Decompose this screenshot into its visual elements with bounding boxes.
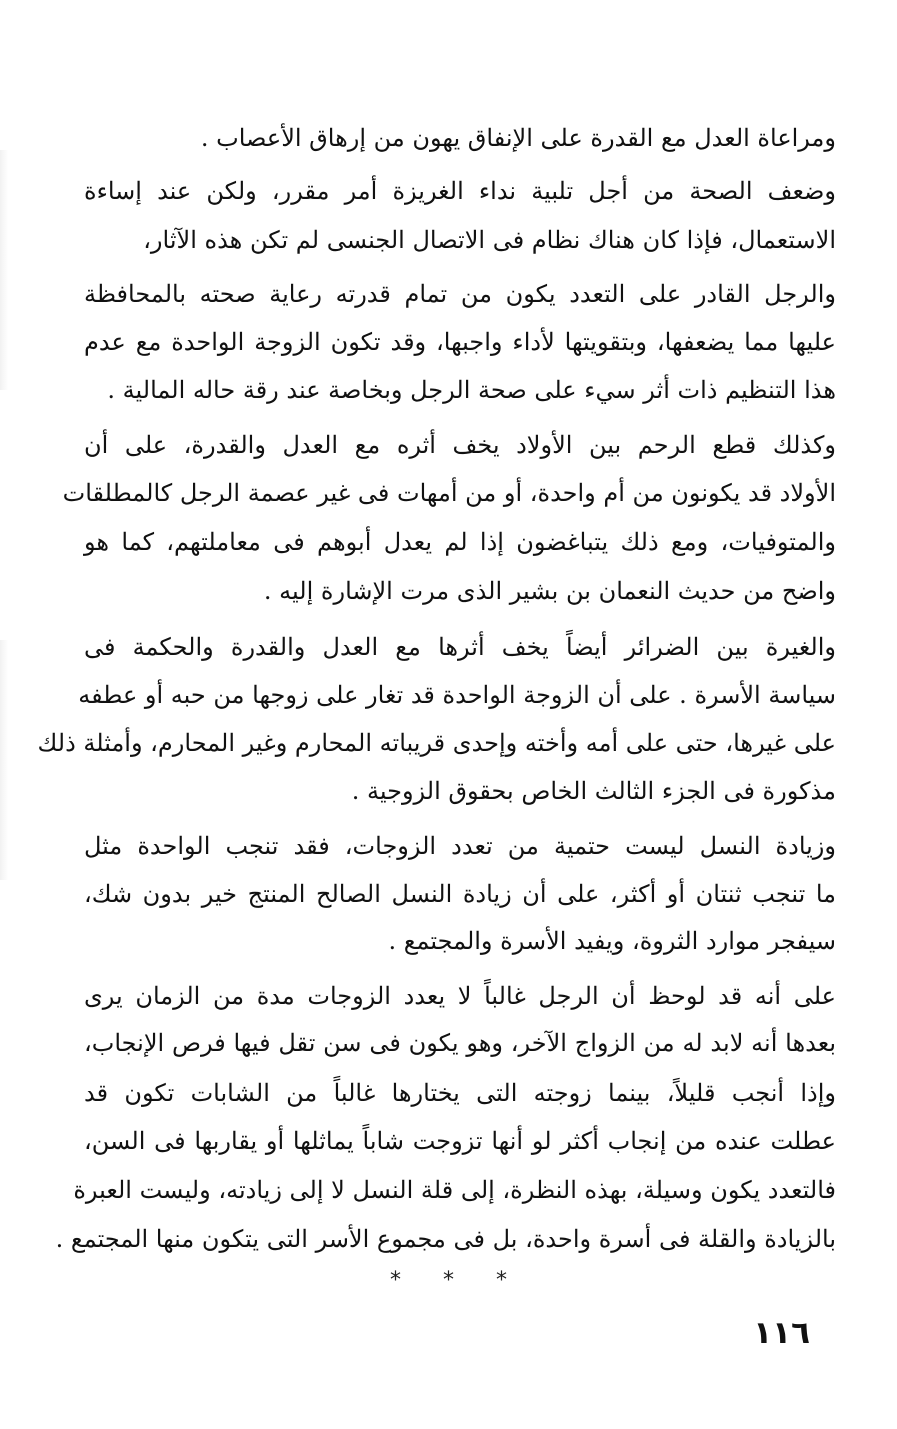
text-line: هذا التنظيم ذات أثر سيء على صحة الرجل وبخاصة عند رقة حاله المالية . [107, 376, 836, 404]
text-line: سياسة الأسرة . على أن الزوجة الواحدة قد تغار على زوجها من حبه أو عطفه [78, 681, 836, 709]
text-line: الاستعمال، فإذا كان هناك نظام فى الاتصال الجنسى لم تكن هذه الآثار، [143, 226, 836, 254]
text-line: بالزيادة والقلة فى أسرة واحدة، بل فى مجموع الأسر التى يتكون منها المجتمع . [55, 1225, 836, 1253]
text-line: والرجل القادر على التعدد يكون من تمام قدرته رعاية صحته بالمحافظة [84, 280, 836, 308]
text-line: ما تنجب ثنتان أو أكثر، على أن زيادة النسل الصالح المنتج خير بدون شك، [84, 880, 837, 908]
text-line: بعدها أنه لابد له من الزواج الآخر، وهو يكون فى سن تقل فيها فرص الإنجاب، [84, 1029, 837, 1057]
section-separator [0, 1266, 897, 1296]
text-line: وكذلك قطع الرحم بين الأولاد يخف أثره مع العدل والقدرة، على أن [84, 431, 836, 459]
asterisk: * [443, 1268, 454, 1293]
text-line: واضح من حديث النعمان بن بشير الذى مرت الإشارة إليه . [263, 577, 836, 605]
scan-shadow [0, 150, 8, 390]
asterisk: * [496, 1268, 507, 1293]
asterisk: * [390, 1268, 401, 1293]
text-line: ومراعاة العدل مع القدرة على الإنفاق يهون من إرهاق الأعصاب . [200, 124, 836, 152]
text-line: وضعف الصحة من أجل تلبية نداء الغريزة أمر مقرر، ولكن عند إساءة [84, 177, 836, 205]
text-line: عطلت عنده من إنجاب أكثر لو أنها تزوجت شاباً يماثلها أو يقاربها فى السن، [84, 1127, 836, 1155]
text-line: سيفجر موارد الثروة، ويفيد الأسرة والمجتمع . [388, 927, 836, 955]
text-line: والمتوفيات، ومع ذلك يتباغضون إذا لم يعدل أبوهم فى معاملتهم، كما هو [84, 528, 836, 556]
text-line: مذكورة فى الجزء الثالث الخاص بحقوق الزوجية . [351, 777, 836, 805]
text-line: وإذا أنجب قليلاً، بينما زوجته التى يختارها غالباً من الشابات تكون قد [84, 1079, 836, 1107]
text-line: الأولاد قد يكونون من أم واحدة، أو من أمهات فى غير عصمة الرجل كالمطلقات [62, 479, 836, 507]
text-line: فالتعدد يكون وسيلة، بهذه النظرة، إلى قلة النسل لا إلى زيادته، وليست العبرة [73, 1176, 836, 1204]
scan-shadow [0, 640, 8, 880]
text-line: وزيادة النسل ليست حتمية من تعدد الزوجات، فقد تنجب الواحدة مثل [84, 832, 836, 860]
text-line: عليها مما يضعفها، وبتقويتها لأداء واجبها، وقد تكون الزوجة الواحدة مع عدم [84, 328, 836, 356]
text-line: والغيرة بين الضرائر أيضاً يخف أثرها مع العدل والقدرة والحكمة فى [84, 633, 836, 661]
text-line: على أنه قد لوحظ أن الرجل غالباً لا يعدد الزوجات مدة من الزمان يرى [84, 982, 836, 1010]
page-number: ١١٦ [753, 1315, 810, 1351]
text-line: على غيرها، حتى على أمه وأخته وإحدى قريباته المحارم وغير المحارم، وأمثلة ذلك [37, 729, 836, 757]
